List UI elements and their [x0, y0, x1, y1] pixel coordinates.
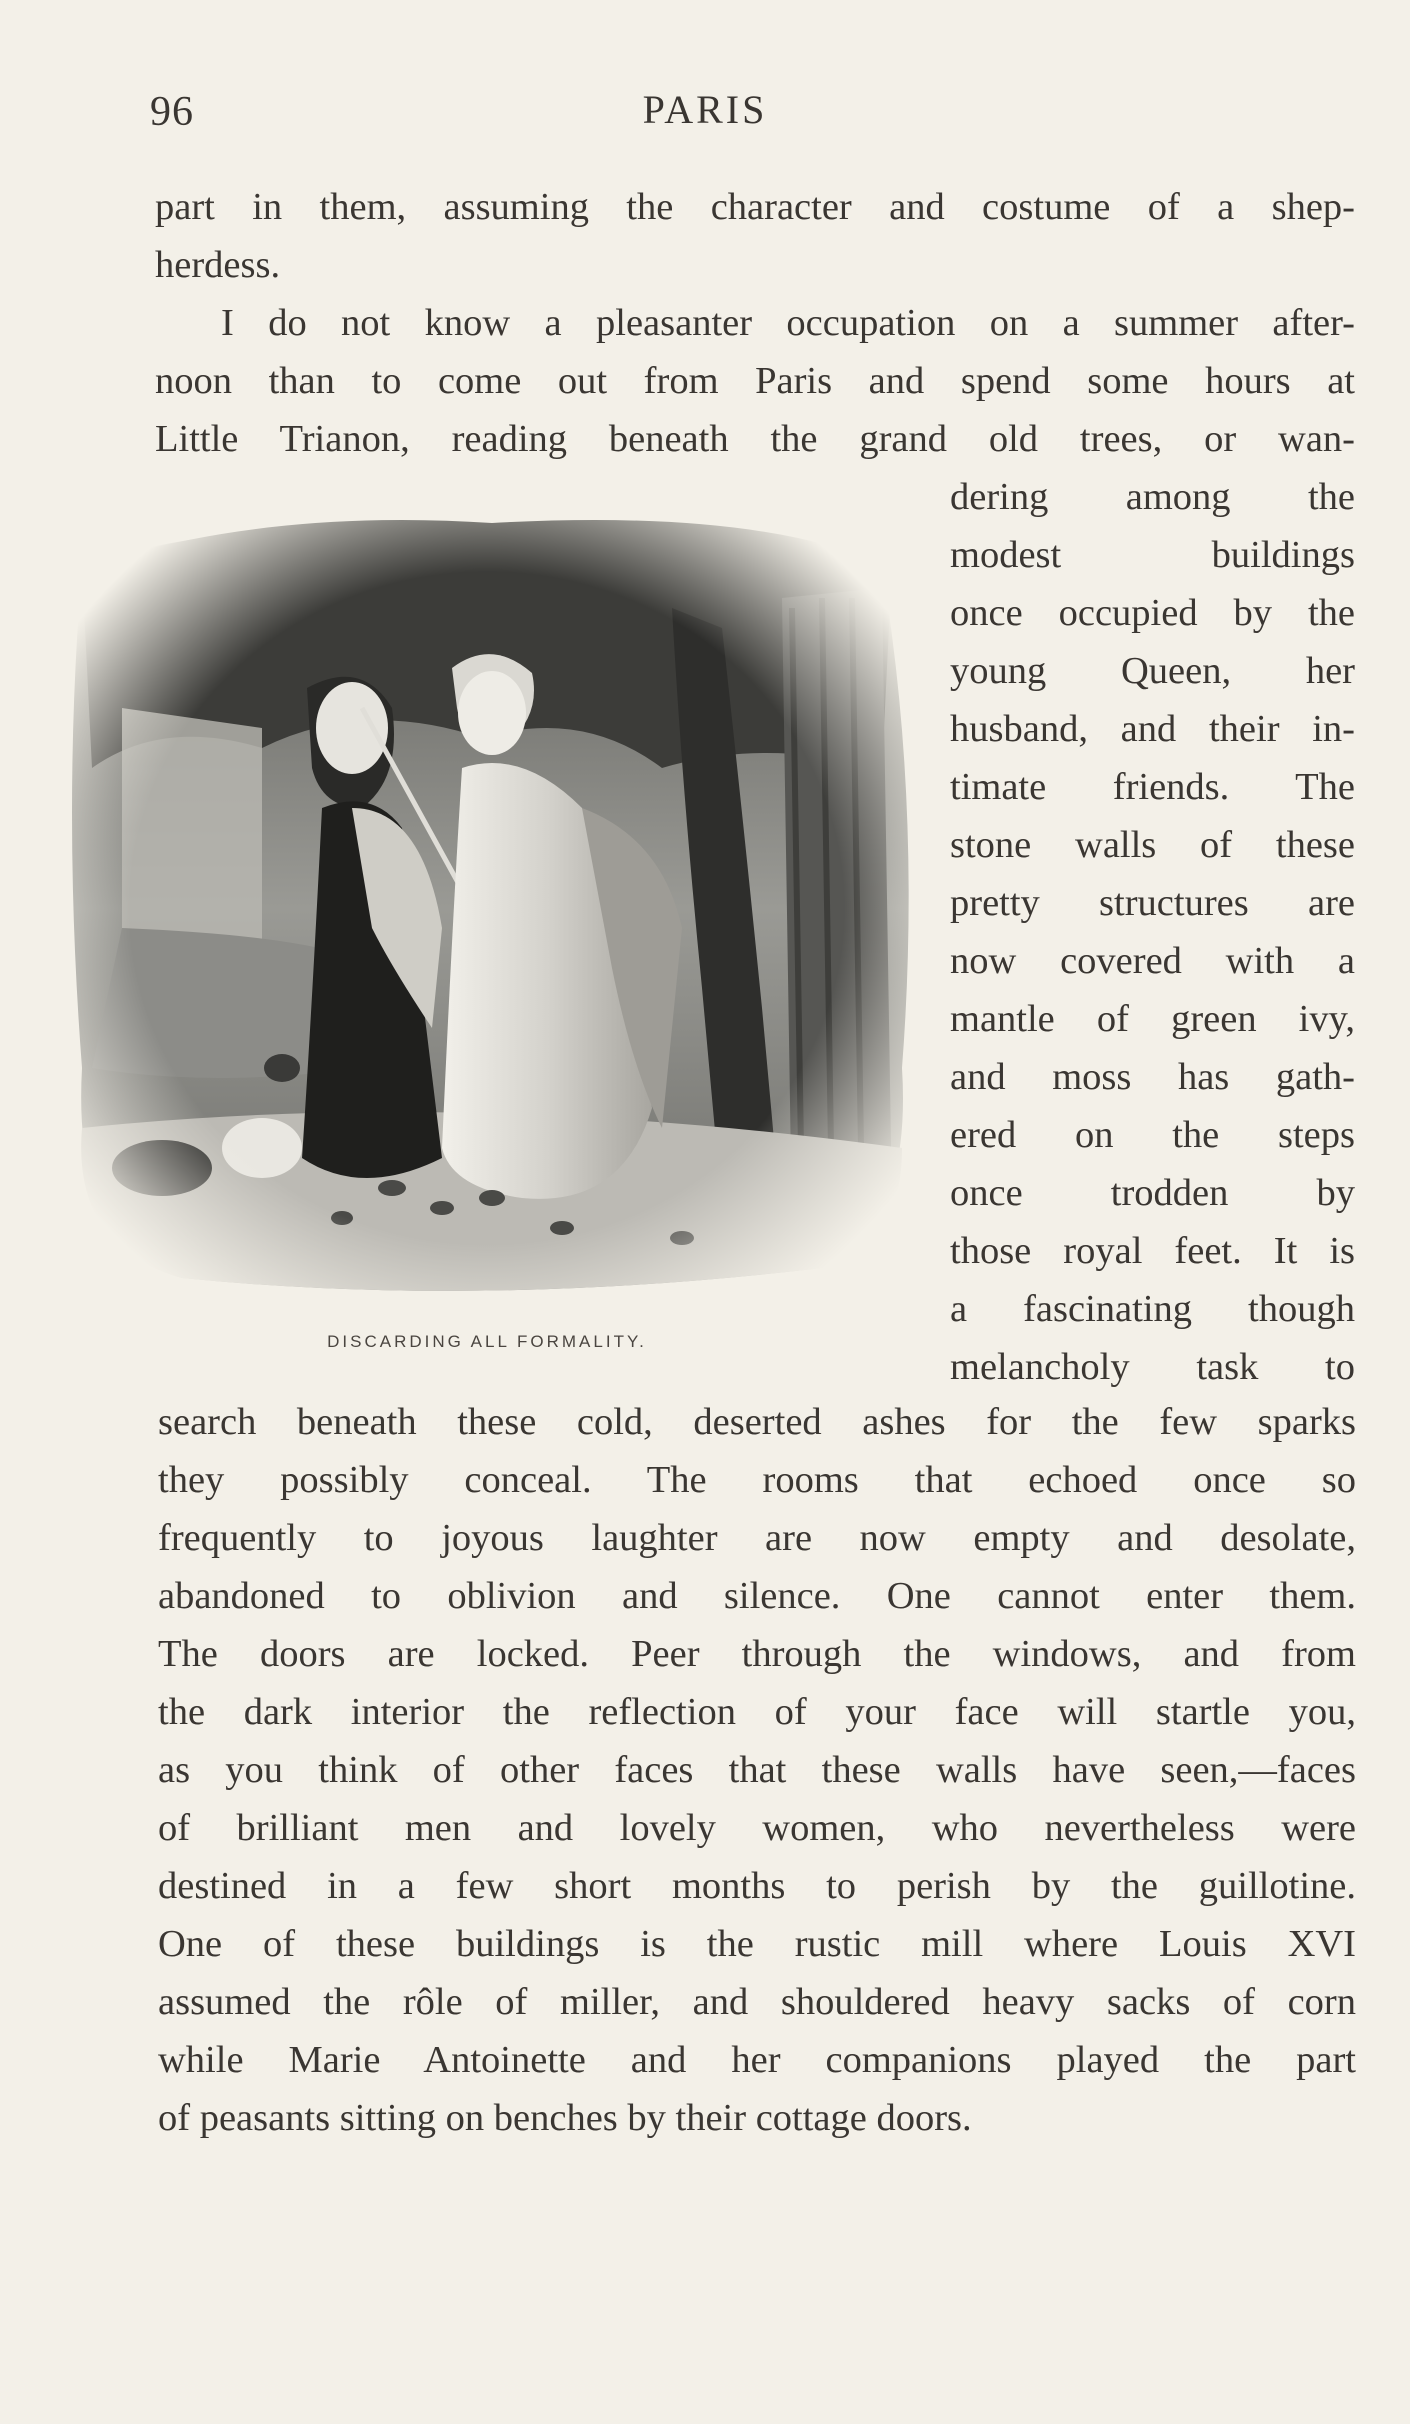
text-line: destined in a few short months to perish by the guillotine. — [158, 1865, 1356, 1907]
text-line: ered on the steps — [950, 1114, 1355, 1156]
text-line: timate friends. The — [950, 766, 1355, 808]
page-number: 96 — [150, 89, 194, 135]
text-line: the dark interior the reflection of your face will startle you, — [158, 1691, 1356, 1733]
text-line: The doors are locked. Peer through the windows, and from — [158, 1633, 1356, 1675]
text-line: melancholy task to — [950, 1346, 1355, 1388]
text-line: stone walls of these — [950, 824, 1355, 866]
text-line: of brilliant men and lovely women, who nevertheless were — [158, 1807, 1356, 1849]
text-line: I do not know a pleasanter occupation on a summer after- — [221, 302, 1355, 344]
text-line: those royal feet. It is — [950, 1230, 1355, 1272]
text-line: husband, and their in- — [950, 708, 1355, 750]
text-line: a fascinating though — [950, 1288, 1355, 1330]
text-line: mantle of green ivy, — [950, 998, 1355, 1040]
text-line: modest buildings — [950, 534, 1355, 576]
text-line: once occupied by the — [950, 592, 1355, 634]
text-line: abandoned to oblivion and silence. One cannot enter them. — [158, 1575, 1356, 1617]
text-line: part in them, assuming the character and costume of a shep- — [155, 186, 1355, 228]
figure-caption: DISCARDING ALL FORMALITY. — [327, 1332, 647, 1351]
text-line: once trodden by — [950, 1172, 1355, 1214]
text-line: now covered with a — [950, 940, 1355, 982]
text-line: and moss has gath- — [950, 1056, 1355, 1098]
text-line: noon than to come out from Paris and spend some hours at — [155, 360, 1355, 402]
text-line: search beneath these cold, deserted ashes for the few sparks — [158, 1401, 1356, 1443]
running-head: PARIS — [642, 87, 768, 132]
text-line: they possibly conceal. The rooms that echoed once so — [158, 1459, 1356, 1501]
wrapped-column — [950, 468, 1355, 1396]
text-line: One of these buildings is the rustic mill where Louis XVI — [158, 1923, 1356, 1965]
top-paragraphs — [155, 178, 1355, 468]
text-line: young Queen, her — [950, 650, 1355, 692]
text-line: of peasants sitting on benches by their cottage doors. — [158, 2097, 972, 2139]
text-line: frequently to joyous laughter are now empty and desolate, — [158, 1517, 1356, 1559]
text-line: herdess. — [155, 244, 281, 286]
engraving-illustration — [62, 508, 912, 1308]
engraving-image — [62, 508, 912, 1308]
text-line: dering among the — [950, 476, 1355, 518]
text-line: while Marie Antoinette and her companions played the part — [158, 2039, 1356, 2081]
text-line: pretty structures are — [950, 882, 1355, 924]
text-line: Little Trianon, reading beneath the grand old trees, or wan- — [155, 418, 1355, 460]
text-line: assumed the rôle of miller, and shouldered heavy sacks of corn — [158, 1981, 1356, 2023]
bottom-paragraph — [158, 1393, 1356, 2147]
text-line: as you think of other faces that these walls have seen,—faces — [158, 1749, 1356, 1791]
